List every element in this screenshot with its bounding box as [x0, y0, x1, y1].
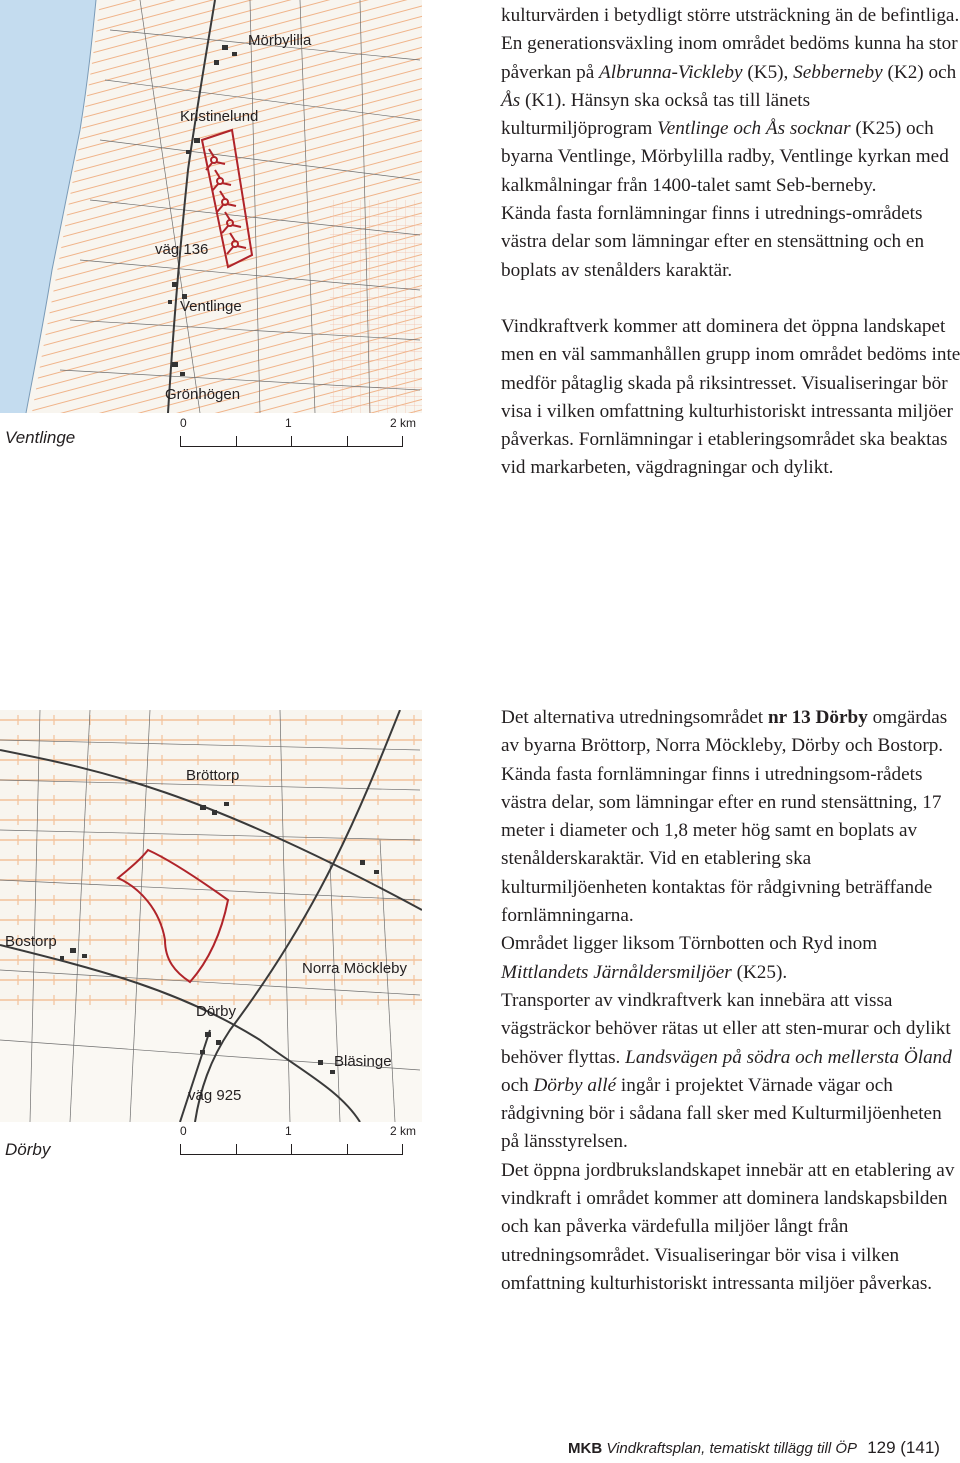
label-dorby: Dörby — [196, 1003, 237, 1020]
scale-tick-0: 0 — [180, 416, 187, 430]
text-span: Området ligger liksom Törnbotten och Ryd inom — [501, 933, 878, 955]
footer-brand: MKB — [568, 1440, 603, 1457]
label-morbylilla: Mörbylilla — [248, 32, 312, 49]
ref-landsvagen: Landsvägen på södra och mellersta Öland — [625, 1046, 952, 1068]
text-span: En generationsväxling inom området bedöms kunna ha stor påverkan på — [501, 33, 958, 83]
label-brottorp: Bröttorp — [186, 767, 240, 784]
text-span: Transporter av vindkraftverk kan innebära att vissa vägsträckor behöver rätas ut eller att sten-murar och dylikt behöver flyttas. — [501, 989, 951, 1068]
page-number: 129 (141) — [867, 1438, 940, 1457]
scale-line — [180, 436, 403, 447]
paragraph — [501, 704, 960, 761]
text-span: (K25) och byarna Ventlinge, Mörbylilla radby, Ventlinge kyrkan med kalkmålningar från 1400-talet samt Seb-berneby. — [501, 118, 949, 196]
paragraph — [501, 2, 960, 30]
label-vag-136: väg 136 — [155, 241, 209, 258]
footer-title: Vindkraftsplan, tematiskt tillägg till ÖP — [606, 1440, 858, 1457]
text-span: (K25). — [731, 961, 788, 983]
scale-tick-1: 1 — [285, 1124, 292, 1138]
label-bostorp: Bostorp — [5, 933, 57, 950]
page-footer — [568, 1438, 940, 1458]
ref-mittlandets: Mittlandets Järnåldersmiljöer — [501, 961, 732, 983]
paragraph: Vindkraftverk kommer att dominera det öppna landskapet men en väl sammanhållen grupp inom området bedöms inte medför påtaglig skada på riksintresset. Visualiseringar bör visa i vilken omfattning kulturhistoriskt intressanta miljöer påverkas. Fornlämningar i etableringsområdet ska beaktas vid markarbeten, vägdragningar och dylikt. — [501, 315, 960, 479]
label-gronhogen: Grönhögen — [165, 386, 241, 403]
scale-tick-0: 0 — [180, 1124, 187, 1138]
ref-ventlinge-och-as: Ventlinge och Ås socknar — [657, 118, 851, 140]
label-kristinelund: Kristinelund — [180, 108, 259, 125]
text-span: Det alternativa utredningsområdet — [501, 707, 768, 728]
ref-dorby-alle: Dörby allé — [533, 1074, 617, 1096]
text-block-ventlinge — [501, 2, 960, 483]
label-blasinge: Bläsinge — [334, 1053, 392, 1070]
paragraph: Kända fasta fornlämningar finns i utredningsom-rådets västra delar, som lämningar efter en rund stensättning, 17 meter i diameter och 1,8 meter hög samt en boplats av stenålderskaraktär. Vid en etablering ska kulturmiljöenheten kontaktas för rådgivning beträffande fornlämningarna. — [501, 763, 942, 927]
scale-line — [180, 1144, 403, 1155]
paragraph — [501, 30, 960, 200]
paragraph — [501, 987, 960, 1157]
text-span: (K1). Hänsyn ska också tas till länets kulturmiljöprogram — [501, 89, 811, 140]
text-block-dorby — [501, 704, 960, 1298]
paragraph — [501, 930, 960, 987]
ref-sebberneby: Sebberneby — [793, 61, 883, 83]
text-span: omgärdas av byarna Bröttorp, Norra Möckleby, Dörby och Bostorp. — [501, 707, 948, 757]
label-vag-925: väg 925 — [188, 1087, 242, 1104]
map-ventlinge-graphic — [0, 0, 422, 413]
label-norra-mockleby: Norra Möckleby — [302, 960, 408, 977]
caption-ventlinge: Ventlinge — [5, 428, 76, 447]
text-span: och — [501, 1074, 534, 1096]
paragraph: Det öppna jordbrukslandskapet innebär att en etablering av vindkraft i området kommer att dominera landskapsbilden och kan påverka värdefulla miljöer långt från utredningsområdet. Visualiseringar bör visa i vilken omfattning kulturhistoriskt intressanta miljöer påverkas. — [501, 1159, 955, 1294]
text-span: kulturvärden i betydligt större utsträckning än de befintliga. — [501, 5, 960, 26]
ref-albrunna-vickleby: Albrunna-Vickleby — [599, 61, 743, 83]
map-ventlinge — [0, 0, 422, 413]
scale-tick-2: 2 km — [390, 1124, 417, 1138]
map-dorby — [0, 710, 422, 1122]
scale-tick-2: 2 km — [390, 416, 417, 430]
ref-as: Ås — [501, 89, 521, 111]
scale-bar-ventlinge — [180, 416, 420, 456]
text-span: (K5), — [742, 61, 794, 83]
paragraph: Kända fasta fornlämningar finns i utrednings-områdets västra delar som lämningar efter en stensättning och en boplats av stenålders karaktär. — [501, 203, 925, 281]
scale-tick-1: 1 — [285, 416, 292, 430]
text-span: (K2) och — [882, 61, 957, 83]
area-title: nr 13 Dörby — [767, 707, 868, 728]
caption-dorby: Dörby — [5, 1140, 51, 1159]
label-ventlinge: Ventlinge — [180, 298, 242, 315]
scale-bar-dorby — [180, 1124, 420, 1164]
text-span: ingår i projektet Värnade vägar och rådgivning bör i sådana fall sker med Kulturmiljöenheten på länsstyrelsen. — [501, 1074, 942, 1153]
